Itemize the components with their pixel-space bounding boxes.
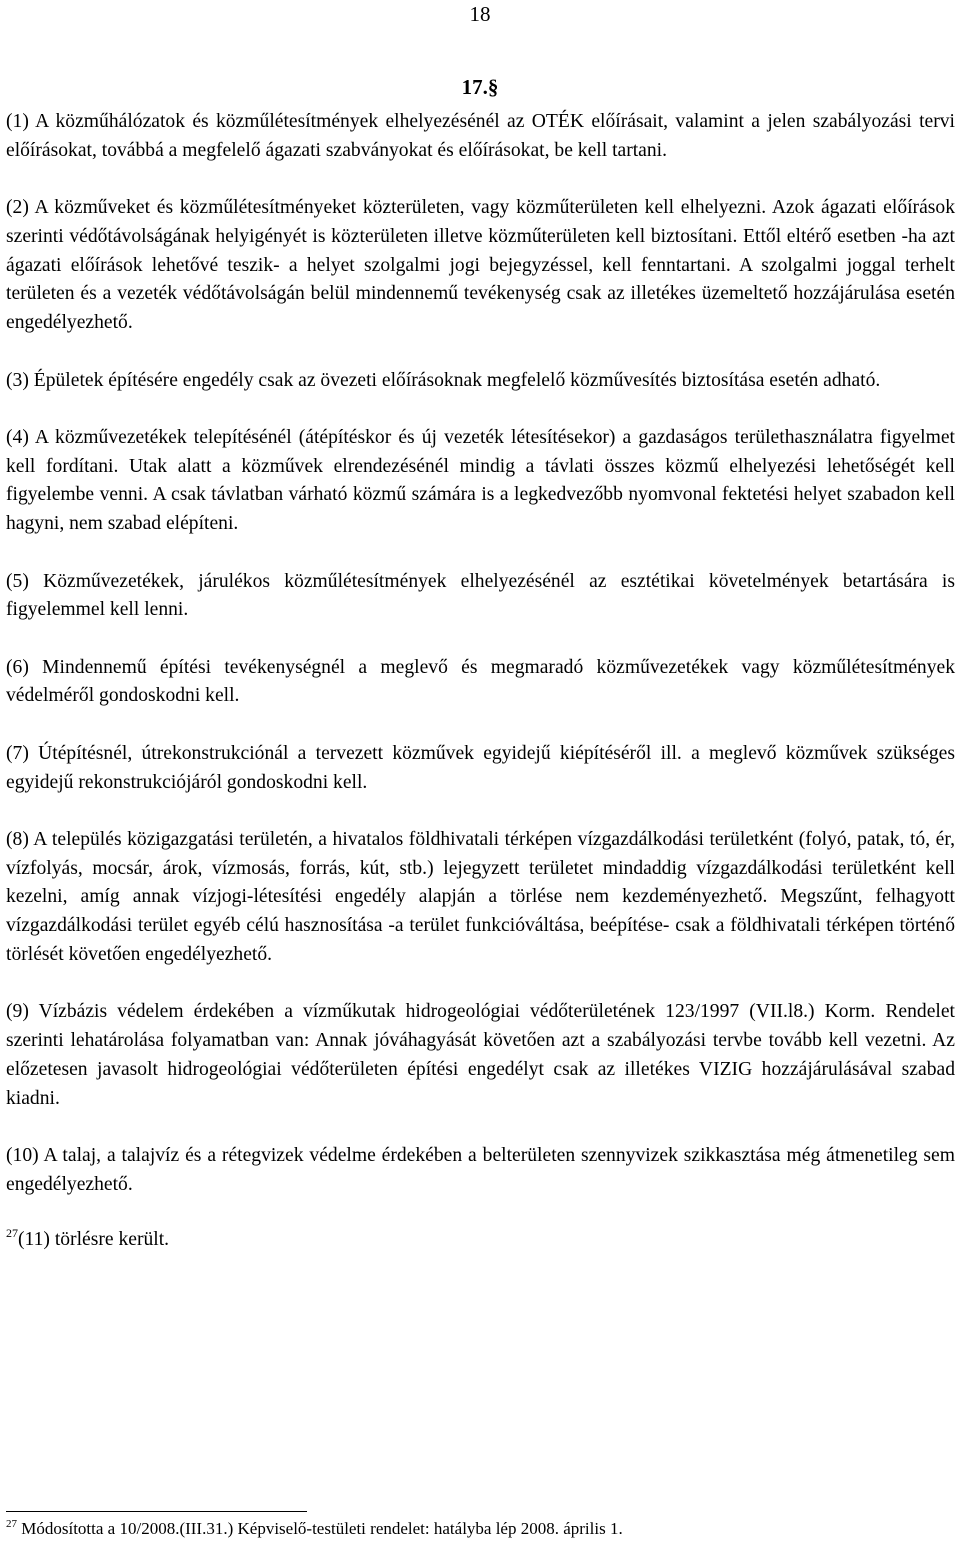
deleted-item-text: (11) törlésre került.	[18, 1228, 170, 1250]
paragraph-7: (7) Útépítésnél, útrekonstrukciónál a tervezett közművek egyidejű kiépítéséről ill. a meglevő közművek szükséges egyidejű rekonstrukciójáról gondoskodni kell.	[6, 742, 955, 793]
paragraph-8: (8) A település közigazgatási területén, a hivatalos földhivatali térképen vízgazdálkodási területként (folyó, patak, tó, ér, vízfolyás, mocsár, árok, vízmosás, forrás, kút, stb.) lejegyzett területet mindaddig vízgazdálkodási területként kell kezelni, amíg annak vízjogi-létesítési engedély alapján a törlése nem kezdeményezhető. Megszűnt, felhagyott vízgazdálkodási terület egyéb célú hasznosítása -a terület funkcióváltása, beépítése- csak a földhivatali térképen történő törlését követően engedélyezhető.	[6, 828, 955, 966]
section-title: 17.§	[461, 75, 499, 99]
paragraph-9: (9) Vízbázis védelem érdekében a vízműkutak hidrogeológiai védőterületének 123/1997 (VII.l8.) Korm. Rendelet szerinti lehatárolása folyamatban van: Annak jóváhagyását követően azt a szabályozási tervbe tovább kell vezetni. Az előzetesen javasolt hidrogeológiai védőterületen építési engedélyt csak az illetékes VIZIG hozzájárulásával szabad kiadni.	[6, 1001, 955, 1109]
deleted-item-11	[6, 1226, 955, 1254]
paragraph-6: (6) Mindennemű építési tevékenységnél a meglevő és megmaradó közművezetékek vagy közműlétesítmények védelméről gondoskodni kell.	[6, 656, 955, 707]
paragraph-4: (4) A közművezetékek telepítésénél (átépítéskor és új vezeték létesítésekor) a gazdaságos területhasználatra figyelmet kell fordítani. Utak alatt a közművek elrendezésénél mindig a távlati összes közmű elhelyezési lehetőségét kell figyelembe venni. A csak távlatban várható közmű számára is a legkedvezőbb nyomvonal fektetési helyet szabadon kell hagyni, nem szabad elépíteni.	[6, 426, 955, 535]
paragraph-10: (10) A talaj, a talajvíz és a rétegvizek védelme érdekében a belterületen szennyvizek szikkasztása még átmenetileg sem engedélyezhető.	[6, 1145, 955, 1195]
footnote-number: 27	[6, 1518, 17, 1530]
footnote-reference[interactable]: 27	[6, 1225, 18, 1240]
paragraph-1: (1) A közműhálózatok és közműlétesítmények elhelyezésénél az OTÉK előírásait, valamint a jelen szabályozási tervi előírásokat, továbbá a megfelelő ágazati szabványokat és előírásokat, be kell tartani.	[6, 111, 955, 161]
paragraph-3: (3) Épületek építésére engedély csak az övezeti előírásoknak megfelelő közművesítés biztosítása esetén adható.	[6, 369, 881, 391]
paragraph-5: (5) Közművezetékek, járulékos közműlétesítmények elhelyezésénél az esztétikai követelmények betartására is figyelemmel kell lenni.	[6, 570, 955, 621]
paragraph-2: (2) A közműveket és közműlétesítményeket közterületen, vagy közműterületen kell elhelyezni. Azok ágazati előírások szerinti védőtávolságának helyigényét is közterületen illetve közműterületen kell biztosítani. Ettől eltérő esetben -ha azt ágazati előírások lehetővé teszik- a helyet szolgalmi jogi bejegyzéssel, kell fenntartani. A szolgalmi joggal terhelt területen és a vezeték védőtávolságán belül mindennemű tevékenység csak az illetékes üzemeltető hozzájárulása esetén engedélyezhető.	[6, 197, 955, 334]
footnote	[6, 1518, 955, 1540]
footnote-divider	[6, 1511, 307, 1512]
document-body	[6, 108, 955, 1254]
page-number: 18	[469, 2, 491, 26]
footnote-text: Módosította a 10/2008.(III.31.) Képviselő-testületi rendelet: hatályba lép 2008. április 1.	[21, 1519, 623, 1538]
